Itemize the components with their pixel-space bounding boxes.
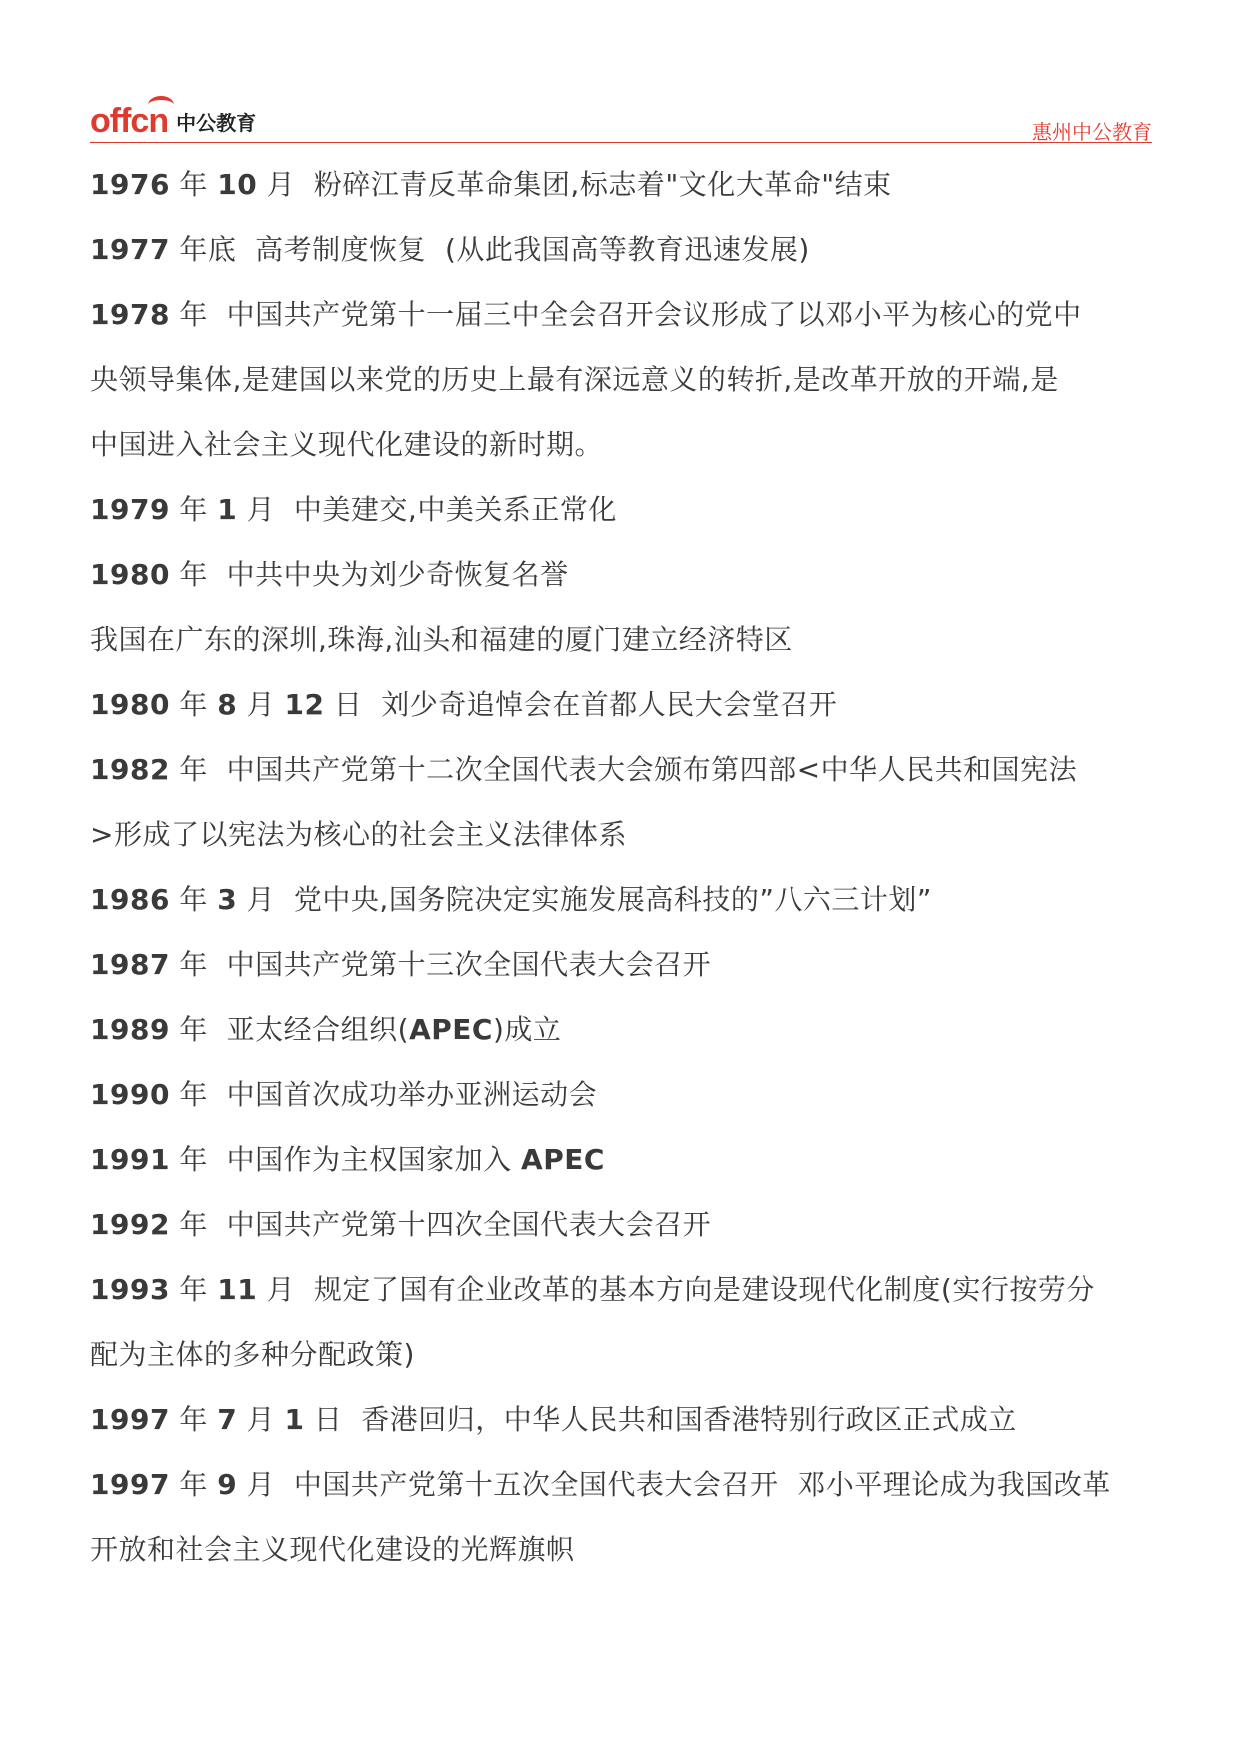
text-line: 开放和社会主义现代化建设的光辉旗帜 [90,1533,575,1566]
text-line: 1977 年底 高考制度恢复 (从此我国高等教育迅速发展) [90,233,810,266]
text-line: 央领导集体,是建国以来党的历史上最有深远意义的转折,是改革开放的开端,是 [90,363,1059,396]
offcn-logo [90,92,256,138]
text-line: 配为主体的多种分配政策) [90,1338,415,1371]
text-line: 我国在广东的深圳,珠海,汕头和福建的厦门建立经济特区 [90,623,793,656]
text-line: 中国进入社会主义现代化建设的新时期。 [90,428,604,461]
text-line: 1980 年 中共中央为刘少奇恢复名誉 [90,558,569,591]
text-line: 1982 年 中国共产党第十二次全国代表大会颁布第四部<中华人民共和国宪法 [90,753,1078,786]
text-line: 1990 年 中国首次成功举办亚洲运动会 [90,1078,598,1111]
document-body [90,152,1165,1582]
text-line: 1997 年 7 月 1 日 香港回归，中华人民共和国香港特别行政区正式成立 [90,1403,1017,1436]
text-line: 1992 年 中国共产党第十四次全国代表大会召开 [90,1208,712,1241]
logo-name: 中公教育 [176,111,257,135]
text-line: 1976 年 10 月 粉碎江青反革命集团,标志着"文化大革命"结束 [90,168,892,201]
text-line: 1979 年 1 月 中美建交,中美关系正常化 [90,493,617,526]
text-line: 1980 年 8 月 12 日 刘少奇追悼会在首都人民大会堂召开 [90,688,838,721]
text-line: 1993 年 11 月 规定了国有企业改革的基本方向是建设现代化制度(实行按劳分 [90,1273,1095,1306]
header-divider [90,142,1152,143]
text-line: 1997 年 9 月 中国共产党第十五次全国代表大会召开 邓小平理论成为我国改革 [90,1468,1111,1501]
header-org-name: 惠州中公教育 [1032,120,1152,144]
text-line: >形成了以宪法为核心的社会主义法律体系 [90,818,627,851]
text-line: 1991 年 中国作为主权国家加入 APEC [90,1143,605,1176]
text-line: 1978 年 中国共产党第十一届三中全会召开会议形成了以邓小平为核心的党中 [90,298,1082,331]
text-line: 1987 年 中国共产党第十三次全国代表大会召开 [90,948,712,981]
page-header [90,92,1152,144]
text-line: 1989 年 亚太经合组织(APEC)成立 [90,1013,562,1046]
text-line: 1986 年 3 月 党中央,国务院决定实施发展高科技的”八六三计划” [90,883,932,916]
logo-brand: offcn [90,104,168,138]
